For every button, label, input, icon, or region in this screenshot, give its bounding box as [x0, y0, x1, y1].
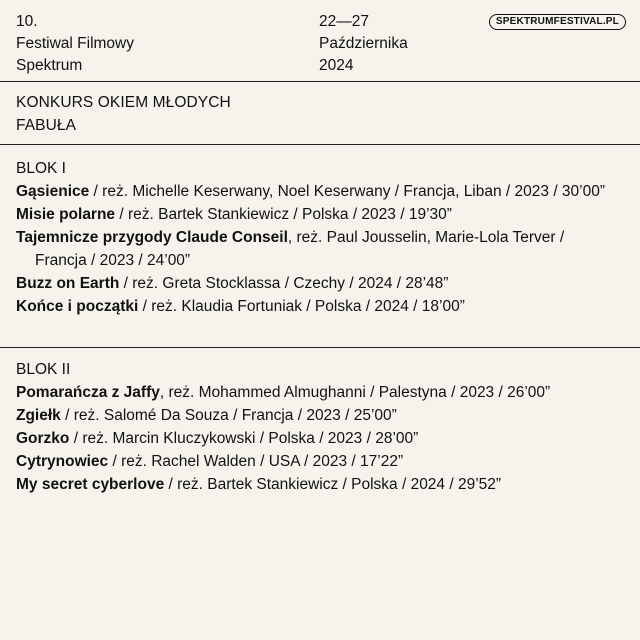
film-separator: , [159, 384, 169, 401]
category-name: FABUŁA [16, 117, 77, 134]
divider-section [0, 144, 640, 145]
film-details: reż. Bartek Stankiewicz / Polska / 2024 / 29’52” [177, 476, 502, 493]
film-title: Buzz on Earth [16, 275, 120, 292]
festival-dates [319, 11, 408, 77]
festival-name-line1: Festiwal Filmowy [16, 35, 134, 52]
film-separator: / [115, 206, 128, 223]
film-entry [16, 404, 616, 427]
date-year: 2024 [319, 57, 354, 74]
date-range: 22—27 [319, 13, 369, 30]
film-entry [16, 203, 616, 226]
block-title: BLOK II [16, 361, 71, 378]
film-separator: , [287, 229, 297, 246]
film-entry [16, 450, 616, 473]
festival-name [16, 11, 134, 77]
film-details: reż. Paul Jousselin, Marie-Lola Terver / Francja / 2023 / 24’00” [35, 229, 565, 269]
film-separator: / [138, 298, 152, 315]
film-title: Końce i początki [16, 298, 139, 315]
film-title: Pomarańcza z Jaffy [16, 384, 160, 401]
film-details: reż. Rachel Walden / USA / 2023 / 17’22” [121, 453, 404, 470]
film-details: reż. Mohammed Almughanni / Palestyna / 2023 / 26’00” [168, 384, 551, 401]
film-title: My secret cyberlove [16, 476, 165, 493]
header [0, 0, 640, 82]
film-title: Cytrynowiec [16, 453, 109, 470]
film-entry [16, 180, 616, 203]
website-badge[interactable]: SPEKTRUMFESTIVAL.PL [489, 14, 626, 30]
film-details: reż. Bartek Stankiewicz / Polska / 2023 / 19’30” [127, 206, 452, 223]
film-separator: / [164, 476, 178, 493]
film-entry [16, 381, 616, 404]
film-entry [16, 226, 616, 272]
section-title [16, 91, 231, 137]
film-entry [16, 272, 616, 295]
film-separator: / [89, 183, 103, 200]
film-details: reż. Marcin Kluczykowski / Polska / 2023 / 28’00” [82, 430, 419, 447]
film-entry [16, 427, 616, 450]
film-separator: / [108, 453, 122, 470]
film-details: reż. Greta Stocklassa / Czechy / 2024 / 28’48” [132, 275, 449, 292]
divider-blocks [0, 347, 640, 348]
edition-number: 10. [16, 13, 38, 30]
film-details: reż. Klaudia Fortuniak / Polska / 2024 / 18’00” [151, 298, 465, 315]
date-month: Października [319, 35, 408, 52]
film-entry [16, 295, 616, 318]
film-details: reż. Michelle Keserwany, Noel Keserwany / Francja, Liban / 2023 / 30’00” [102, 183, 606, 200]
film-title: Gąsienice [16, 183, 90, 200]
film-separator: / [60, 407, 74, 424]
film-title: Tajemnicze przygody Claude Conseil [16, 229, 288, 246]
film-details: reż. Salomé Da Souza / Francja / 2023 / 25’00” [73, 407, 397, 424]
film-separator: / [69, 430, 83, 447]
film-title: Gorzko [16, 430, 70, 447]
film-title: Zgiełk [16, 407, 61, 424]
festival-name-line2: Spektrum [16, 57, 83, 74]
film-title: Misie polarne [16, 206, 116, 223]
block-2 [16, 358, 616, 496]
divider-top [0, 81, 640, 82]
film-entry [16, 473, 616, 496]
block-1 [16, 157, 616, 318]
block-title: BLOK I [16, 160, 66, 177]
competition-name: KONKURS OKIEM MŁODYCH [16, 94, 231, 111]
film-separator: / [119, 275, 133, 292]
